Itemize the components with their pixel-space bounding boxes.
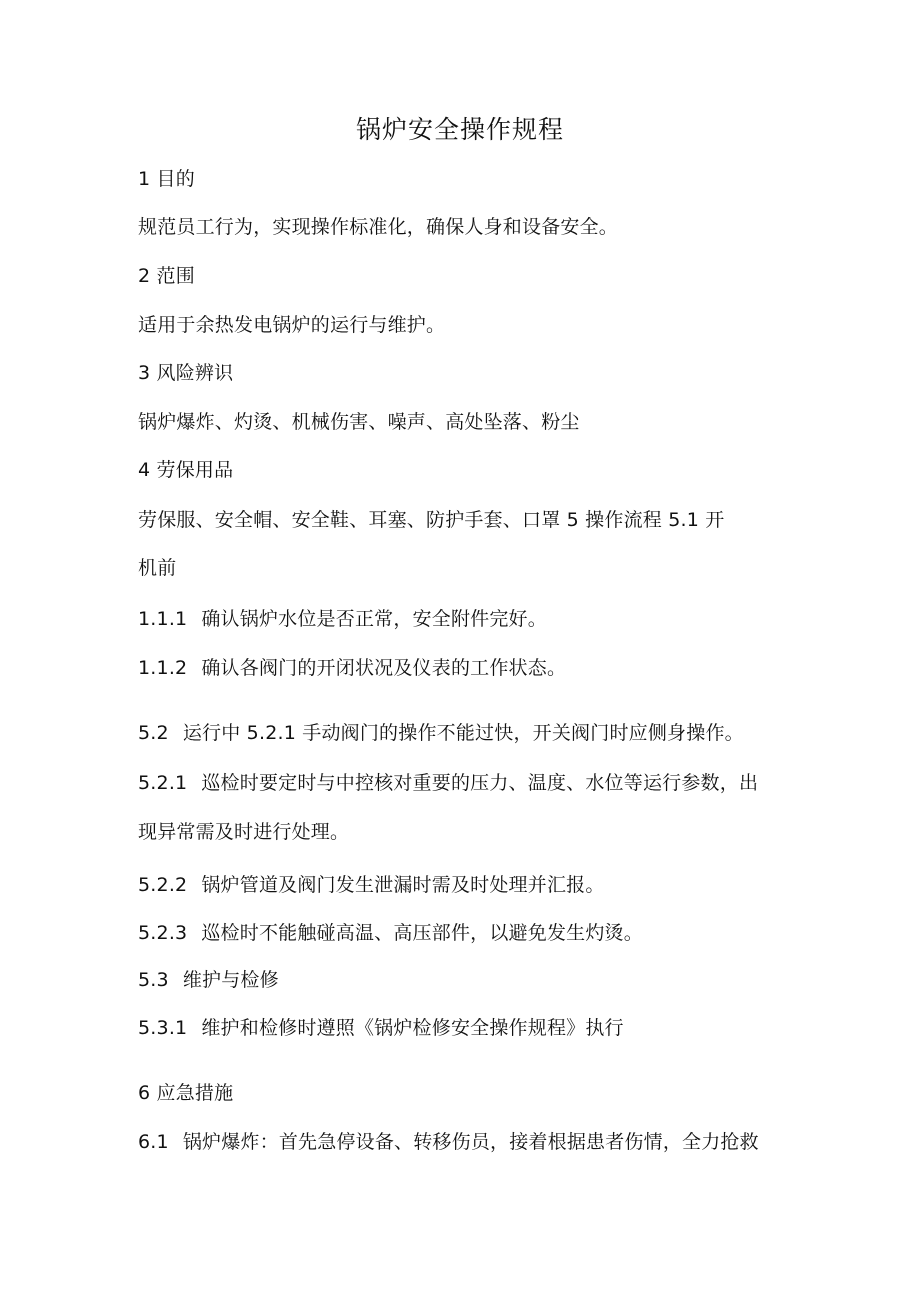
section-heading-scope: 2 范围 (138, 265, 195, 287)
section-heading-purpose: 1 目的 (138, 168, 195, 190)
clause-1-1-2 (138, 656, 566, 680)
clause-text: 维护与检修 (182, 969, 279, 991)
clause-number: 1.1.2 (138, 657, 188, 679)
clause-5-2 (138, 721, 744, 745)
clause-6-1 (138, 1130, 759, 1154)
clause-number: 5.2.1 (138, 772, 188, 794)
clause-number: 5.3.1 (138, 1017, 188, 1039)
clause-number: 5.2.3 (138, 922, 188, 944)
clause-text: 巡检时要定时与中控核对重要的压力、温度、水位等运行参数，出 (201, 772, 759, 794)
clause-text: 维护和检修时遵照《锅炉检修安全操作规程》执行 (201, 1017, 624, 1039)
section-heading-emergency: 6 应急措施 (138, 1082, 234, 1104)
clause-text: 运行中 5.2.1 手动阀门的操作不能过快，开关阀门时应侧身操作。 (182, 722, 744, 744)
clause-text: 确认锅炉水位是否正常，安全附件完好。 (201, 608, 547, 630)
clause-5-3 (138, 968, 279, 992)
section-body-ppe-line2: 机前 (138, 557, 177, 579)
clause-number: 1.1.1 (138, 608, 188, 630)
clause-5-2-1-continued: 现异常需及时进行处理。 (138, 821, 350, 843)
section-body-scope: 适用于余热发电锅炉的运行与维护。 (138, 314, 446, 336)
clause-5-2-2 (138, 873, 605, 897)
section-body-risk: 锅炉爆炸、灼烫、机械伤害、噪声、高处坠落、粉尘 (138, 411, 580, 433)
clause-number: 5.2.2 (138, 874, 188, 896)
clause-number: 5.3 (138, 969, 169, 991)
clause-1-1-1 (138, 607, 547, 631)
clause-5-3-1 (138, 1016, 624, 1040)
clause-text: 巡检时不能触碰高温、高压部件，以避免发生灼烫。 (201, 922, 643, 944)
section-heading-risk: 3 风险辨识 (138, 362, 234, 384)
section-heading-ppe: 4 劳保用品 (138, 459, 234, 481)
document-title: 锅炉安全操作规程 (355, 115, 564, 144)
clause-text: 确认各阀门的开闭状况及仪表的工作状态。 (201, 657, 567, 679)
clause-5-2-1 (138, 771, 758, 795)
section-body-purpose: 规范员工行为，实现操作标准化，确保人身和设备安全。 (138, 216, 619, 238)
clause-number: 5.2 (138, 722, 169, 744)
clause-number: 6.1 (138, 1131, 169, 1153)
clause-text: 锅炉爆炸：首先急停设备、转移伤员，接着根据患者伤情，全力抢救 (182, 1131, 759, 1153)
clause-5-2-3 (138, 921, 643, 945)
section-body-ppe-line1: 劳保服、安全帽、安全鞋、耳塞、防护手套、口罩 5 操作流程 5.1 开 (138, 509, 725, 531)
clause-text: 锅炉管道及阀门发生泄漏时需及时处理并汇报。 (201, 874, 605, 896)
